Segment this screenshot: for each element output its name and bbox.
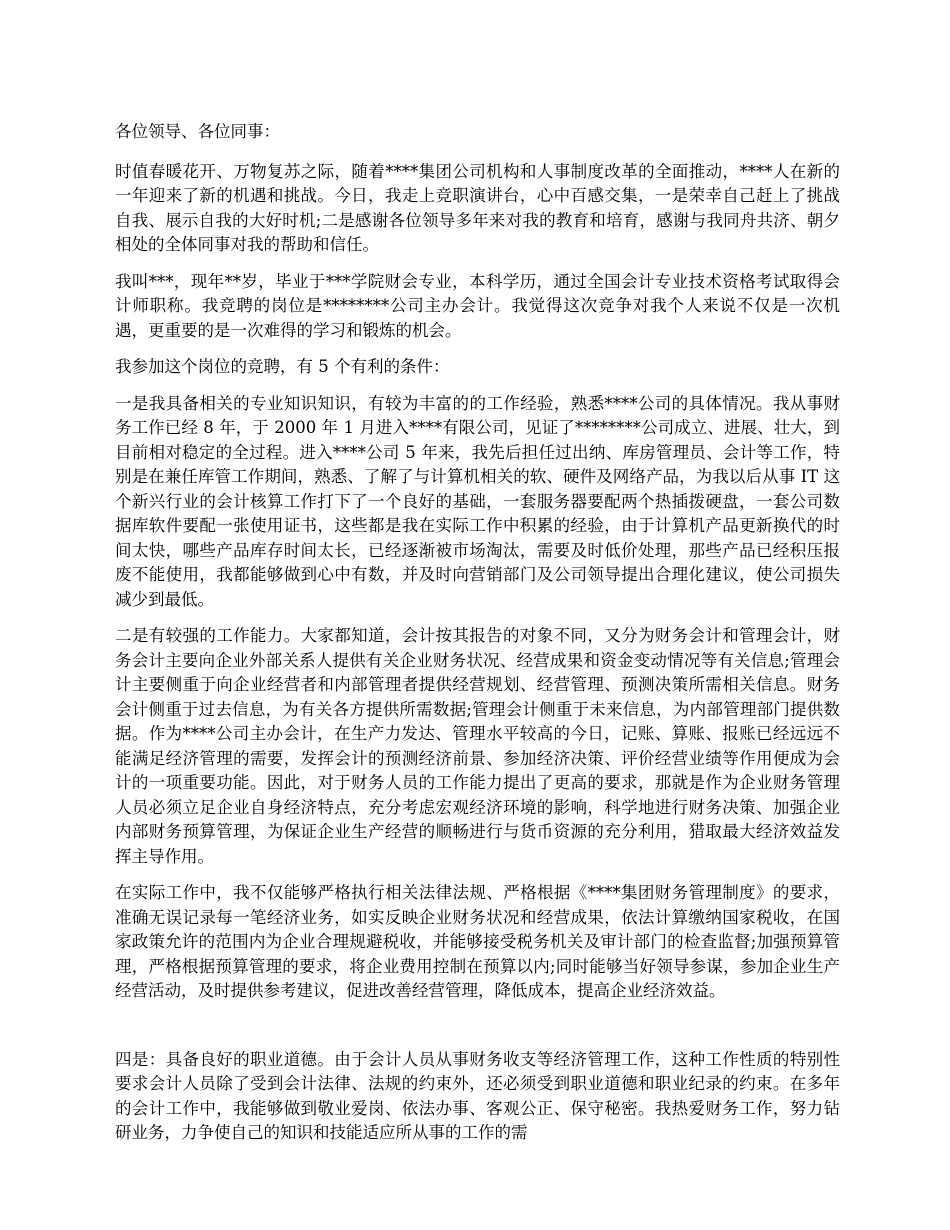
paragraph-intro: 时值春暖花开、万物复苏之际，随着****集团公司机构和人事制度改革的全面推动，****人在新的一年迎来了新的机遇和挑战。今日，我走上竞职演讲台，心中百感交集，一是荣幸自己赶上了挑战自我、展示自我的大好时机;二是感谢各位领导多年来对我的教育和培育，感谢与我同舟共济、朝夕相处的全体同事对我的帮助和信任。 <box>115 161 840 254</box>
greeting-line: 各位领导、各位同事： <box>115 122 280 141</box>
paragraph-condition-1: 一是我具备相关的专业知识知识，有较为丰富的的工作经验，熟悉****公司的具体情况。我从事财务工作已经 8 年，于 2000 年 1 月进入****有限公司，见证了********公司成立、进展、壮大，到目前相对稳定的全过程。进入****公司 5 年来，我先后担任过出纳、库房管理员、会计等工作，特别是在兼任库管工作期间，熟悉、了解了与计算机相关的软、硬件及网络产品，为我以后从事 IT 这个新兴行业的会计核算工作打下了一个良好的基础，一套服务器要配两个热插拨硬盘，一套公司数据库软件要配一张使用证书，这些都是我在实际工作中积累的经验，由于计算机产品更新换代的时间太快，哪些产品库存时间太长，已经逐渐被市场淘汰，需要及时低价处理，那些产品已经积压报废不能使用，我都能够做到心中有数，并及时向营销部门及公司领导提出合理化建议，使公司损失减少到最低。 <box>115 393 840 609</box>
paragraph-conditions-lead: 我参加这个岗位的竞聘，有 5 个有利的条件： <box>115 357 450 376</box>
paragraph-self-introduction: 我叫***，现年**岁，毕业于***学院财会专业，本科学历，通过全国会计专业技术资格考试取得会计师职称。我竞聘的岗位是********公司主办会计。我觉得这次竞争对我个人来说不仅是一次机遇，更重要的是一次难得的学习和锻炼的机会。 <box>115 271 840 340</box>
paragraph-practical-work: 在实际工作中，我不仅能够严格执行相关法律法规、严格根据《****集团财务管理制度》的要求，准确无误记录每一笔经济业务，如实反映企业财务状况和经营成果，依法计算缴纳国家税收，在国家政策允许的范围内为企业合理规避税收，并能够接受税务机关及审计部门的检查监督;加强预算管理，严格根据预算管理的要求，将企业费用控制在预算以内;同时能够当好领导参谋，参加企业生产经营活动，及时提供参考建议，促进改善经营管理，降低成本，提高企业经济效益。 <box>115 883 840 1000</box>
paragraph-condition-2: 二是有较强的工作能力。大家都知道，会计按其报告的对象不同，又分为财务会计和管理会计，财务会计主要向企业外部关系人提供有关企业财务状况、经营成果和资金变动情况等有关信息;管理会计主要侧重于向企业经营者和内部管理者提供经营规划、经营管理、预测决策所需相关信息。财务会计侧重于过去信息，为有关各方提供所需数据;管理会计侧重于未来信息，为内部管理部门提供数据。作为****公司主办会计，在生产力发达、管理水平较高的今日，记账、算账、报账已经远远不能满足经济管理的需要，发挥会计的预测经济前景、参加经济决策、评价经营业绩等作用便成为会计的一项重要功能。因此，对于财务人员的工作能力提出了更高的要求，那就是作为企业财务管理人员必须立足企业自身经济特点，充分考虑宏观经济环境的影响，科学地进行财务决策、加强企业内部财务预算管理，为保证企业生产经营的顺畅进行与货币资源的充分利用，猎取最大经济效益发挥主导作用。 <box>115 626 840 866</box>
document-body <box>115 120 840 1158</box>
paragraph-condition-4: 四是：具备良好的职业道德。由于会计人员从事财务收支等经济管理工作，这种工作性质的特别性要求会计人员除了受到会计法律、法规的约束外，还必须受到职业道德和职业纪录的约束。在多年的会计工作中，我能够做到敬业爱岗、依法办事、客观公正、保守秘密。我热爱财务工作，努力钻研业务，力争使自己的知识和技能适应所从事的工作的需 <box>115 1049 840 1142</box>
